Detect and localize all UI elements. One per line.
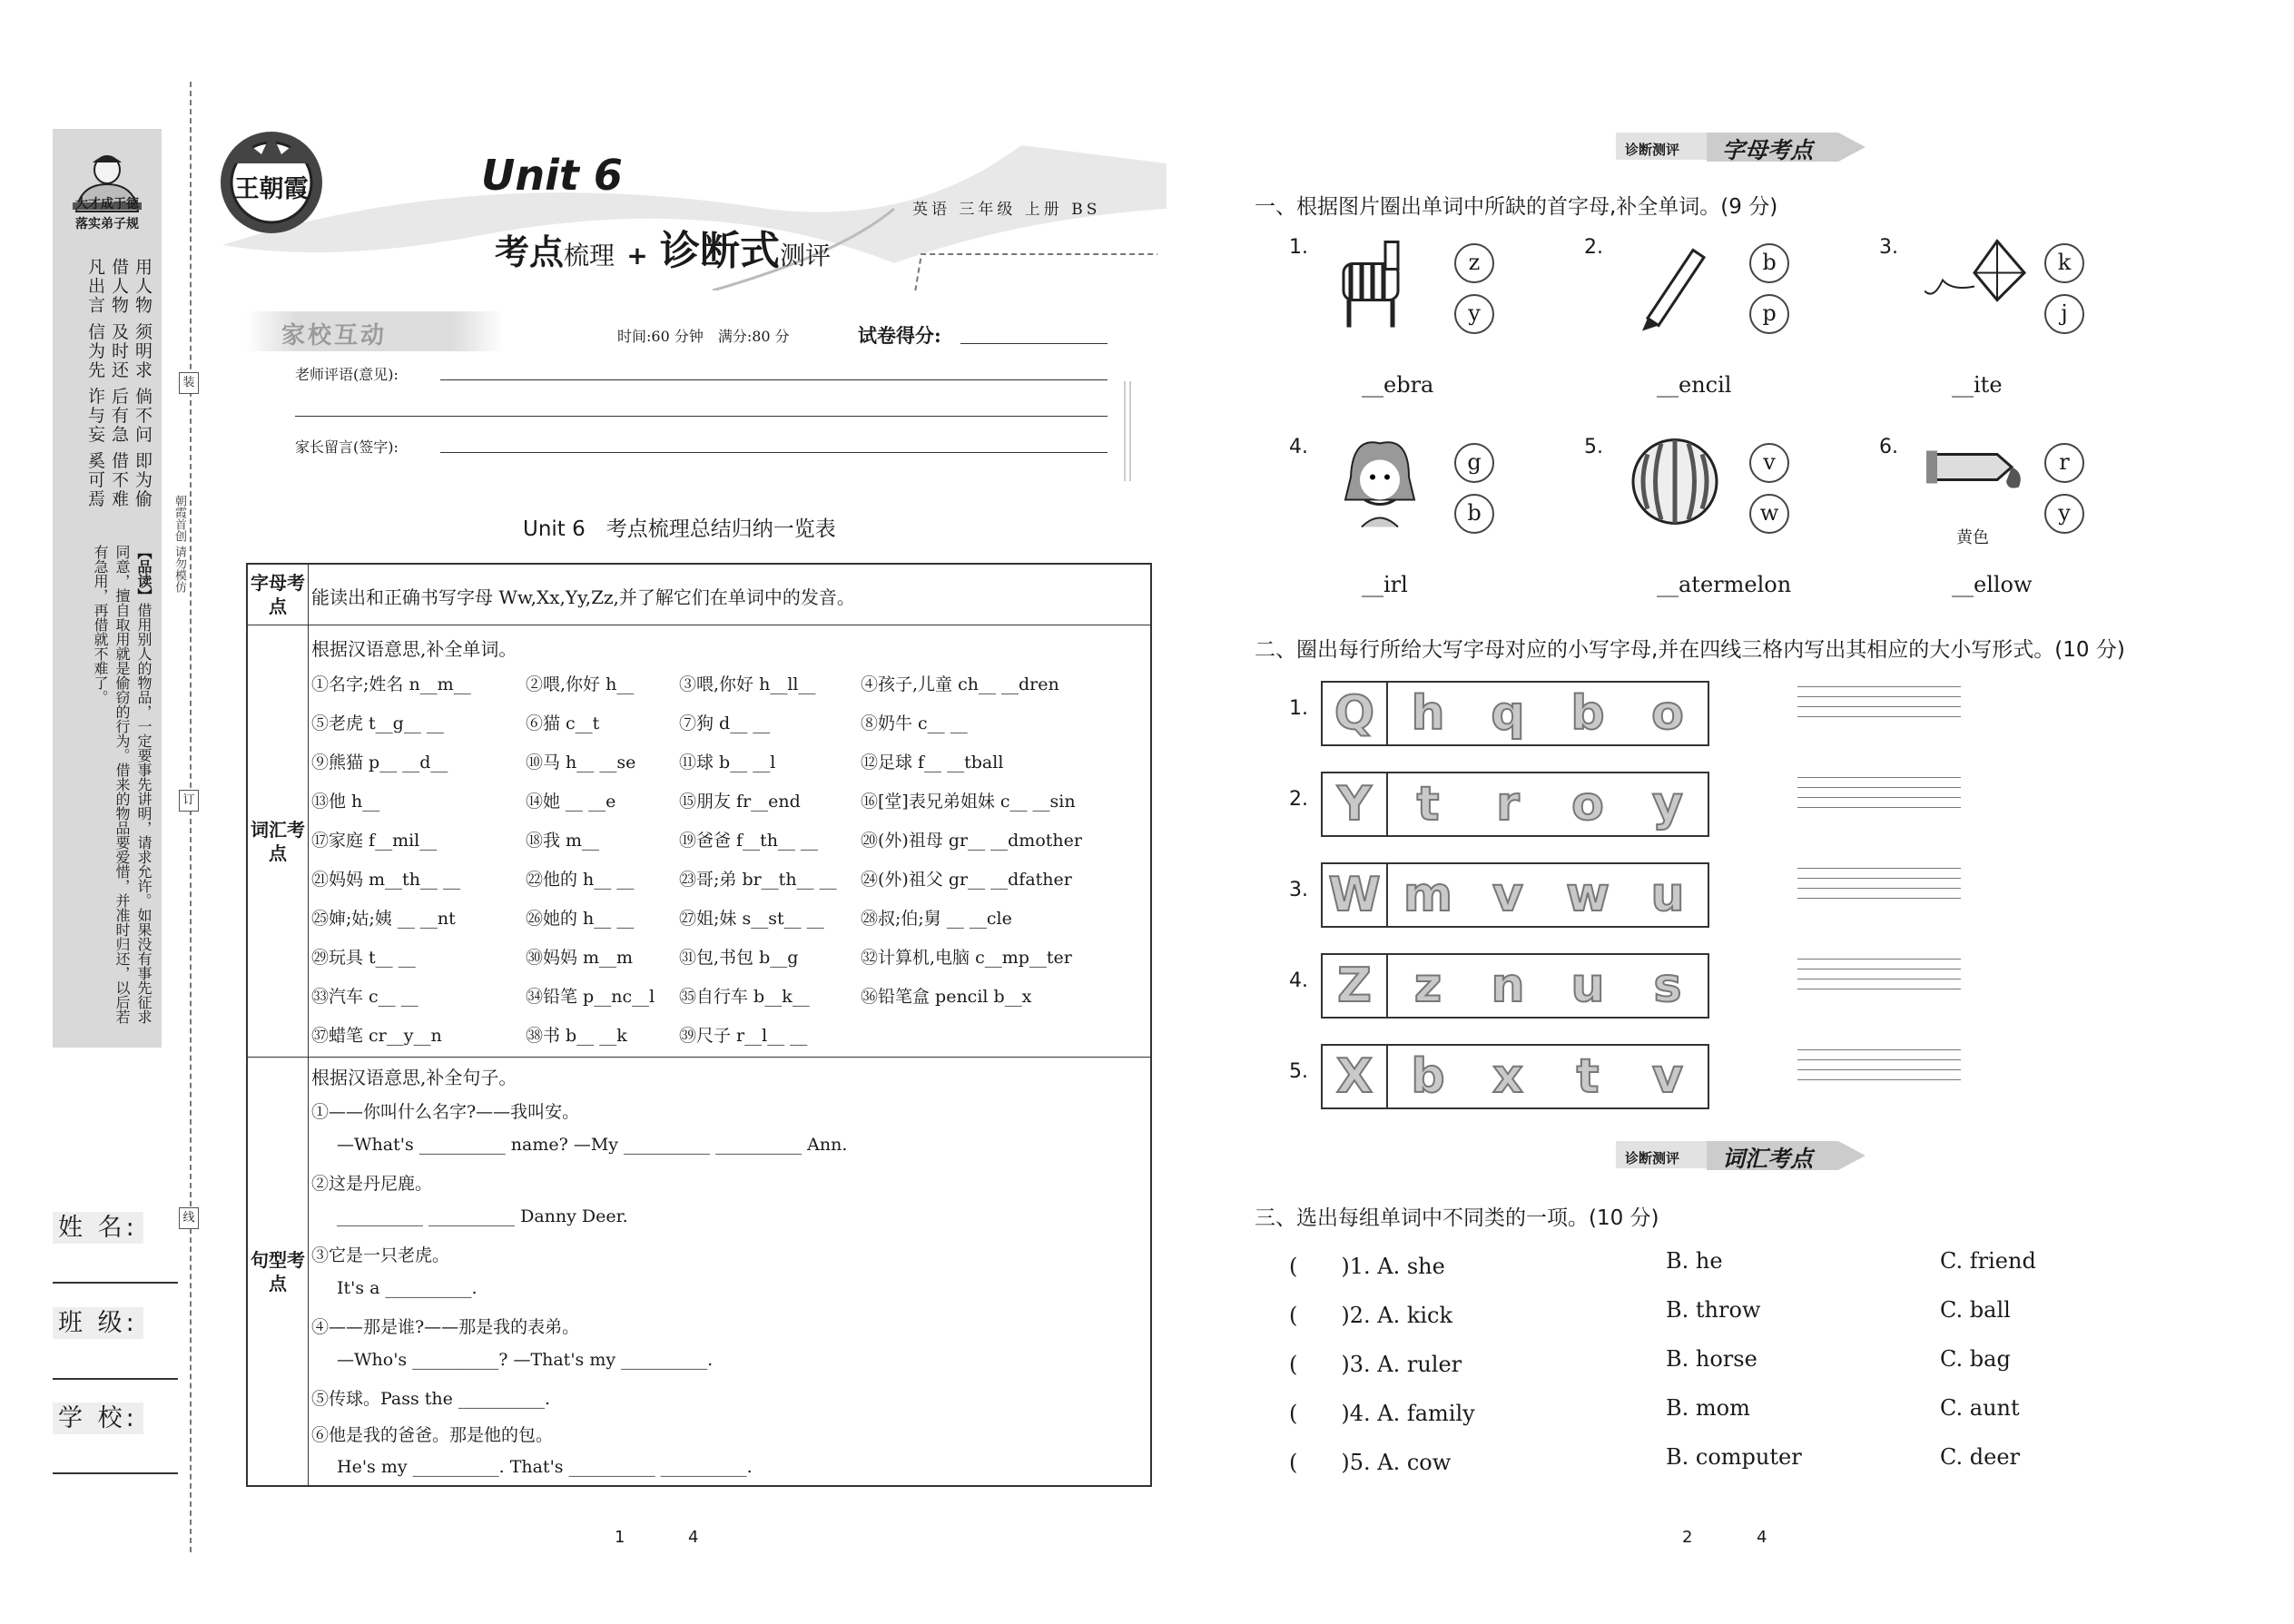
q1-option-bubble[interactable]: w: [1749, 494, 1789, 534]
q1-option-bubble[interactable]: k: [2044, 243, 2084, 283]
q2-letter-option[interactable]: q: [1491, 686, 1525, 741]
q2-letter-option[interactable]: y: [1652, 777, 1683, 832]
q1-item-number: 2.: [1584, 236, 1603, 259]
vocab-item: ⑤老虎 t__g__ __: [311, 714, 444, 733]
q2-row-number: 1.: [1289, 697, 1308, 720]
badge-vocab-label: 词汇考点: [1722, 1146, 1814, 1172]
q2-letter-option[interactable]: t: [1576, 1049, 1600, 1104]
q3-item-option-c: C. ball: [1940, 1297, 2011, 1323]
q3-item-option-b: B. throw: [1666, 1297, 1761, 1323]
name-field[interactable]: [53, 1282, 178, 1284]
score-field[interactable]: [960, 343, 1108, 344]
sentence-line: ①——你叫什么名字?——我叫安。: [311, 1102, 580, 1122]
q1-option-bubble[interactable]: b: [1749, 243, 1789, 283]
binding-mark-2: 订: [179, 790, 199, 812]
sentence-category: 句型考点: [248, 1058, 309, 1486]
vocab-item: ⑥猫 c__t: [526, 714, 600, 733]
badge-small-label: 诊断测评: [1625, 142, 1680, 158]
vocab-item: ⑨熊猫 p__ __d__: [311, 753, 448, 773]
guide-line: [1797, 716, 1961, 717]
q2-letter-option[interactable]: o: [1571, 777, 1604, 832]
sentence-line: ②这是丹尼鹿。: [311, 1174, 433, 1194]
q3-item-question[interactable]: ( )3. A. ruler: [1289, 1352, 1462, 1377]
summary-title: Unit 6 考点梳理总结归纳一览表: [523, 517, 836, 541]
vocab-item: ㉗姐;妹 s__st__ __: [679, 909, 824, 929]
vocab-item: ⑯[堂]表兄弟姐妹 c__ __sin: [861, 792, 1076, 812]
sentence-line: —Who's __________? —That's my __________.: [337, 1349, 714, 1370]
badge-letters-label: 字母考点: [1722, 137, 1814, 163]
vocab-item: ㉜计算机,电脑 c__mp__ter: [861, 948, 1072, 968]
page-number-right: 2: [1682, 1528, 1693, 1547]
q2-letter-row: [1321, 772, 1709, 837]
page-total-left: 4: [688, 1528, 699, 1547]
q3-item-option-b: B. mom: [1666, 1395, 1750, 1421]
vocab-item: ㊳书 b__ __k: [526, 1026, 627, 1046]
header-divider: [1124, 381, 1131, 481]
q2-uppercase-letter: X: [1335, 1049, 1373, 1104]
vocab-item: ⑮朋友 fr__end: [679, 792, 801, 812]
q2-row-number: 2.: [1289, 788, 1308, 811]
q2-letter-option[interactable]: s: [1653, 959, 1682, 1013]
q3-item-option-b: B. horse: [1666, 1346, 1757, 1372]
q2-letter-option[interactable]: v: [1492, 868, 1523, 922]
q1-option-bubble[interactable]: z: [1454, 243, 1494, 283]
vocab-item: ⑱我 m__: [526, 831, 600, 851]
guide-line: [1797, 1049, 1961, 1050]
q3-item-question[interactable]: ( )1. A. she: [1289, 1254, 1445, 1279]
vocab-item: ⑳(外)祖母 gr__ __dmother: [861, 831, 1082, 851]
letters-category: 字母考点: [248, 565, 309, 625]
q1-item-word: __ellow: [1952, 572, 2033, 597]
vocab-item: ⑪球 b__ __l: [679, 753, 776, 773]
vocab-item: ⑩马 h__ __se: [526, 753, 636, 773]
q2-four-line-grid[interactable]: [1797, 686, 1961, 726]
q2-letter-option[interactable]: t: [1416, 777, 1440, 832]
q3-item-option-b: B. computer: [1666, 1444, 1802, 1470]
sentence-line: ④——那是谁?——那是我的表弟。: [311, 1317, 580, 1337]
class-label: 班 级:: [53, 1303, 143, 1338]
q3-item-option-c: C. friend: [1940, 1248, 2036, 1274]
guide-line: [1797, 777, 1961, 778]
q1-item-number: 6.: [1879, 436, 1898, 458]
page-title: 考点梳理 + 诊断式测评: [495, 228, 831, 274]
copyright-note: 朝霞首创 请勿模仿: [172, 495, 186, 594]
binding-mark-3: 线: [179, 1207, 199, 1229]
vocab-item: ㉟自行车 b__k__: [679, 987, 810, 1007]
teacher-comment-field-2[interactable]: [295, 416, 1108, 417]
home-school-title: 家校互动: [281, 322, 388, 349]
exam-time: 时间:60 分钟 满分:80 分: [617, 328, 790, 345]
guide-line: [1797, 1079, 1961, 1080]
class-field[interactable]: [53, 1378, 178, 1380]
parent-message-label: 家长留言(签字):: [295, 438, 399, 456]
q2-letter-option[interactable]: b: [1411, 1049, 1445, 1104]
slogan-line-1: 大才成于德: [75, 197, 139, 212]
vocab-category: 词汇考点: [248, 625, 309, 1057]
q2-letter-option[interactable]: w: [1565, 868, 1610, 922]
q1-item-word: __encil: [1657, 372, 1732, 398]
q1-item-word: __atermelon: [1657, 572, 1792, 597]
sidebar-pindu: [60, 545, 154, 1035]
q2-row-number: 4.: [1289, 969, 1308, 992]
guide-line: [1797, 898, 1961, 899]
sentence-instruction: 根据汉语意思,补全句子。: [311, 1067, 517, 1088]
q1-option-bubble[interactable]: b: [1454, 494, 1494, 534]
guide-line: [1797, 787, 1961, 788]
guide-line: [1797, 959, 1961, 960]
vocab-item: ②喂,你好 h__: [526, 674, 635, 694]
book-meta: 英语 三年级 上册 BS: [912, 201, 1101, 219]
school-label: 学 校:: [53, 1398, 143, 1433]
teacher-comment-label: 老师评语(意见):: [295, 366, 399, 383]
vocab-item: ⑬他 h__: [311, 792, 380, 812]
q2-letter-option[interactable]: x: [1492, 1049, 1523, 1104]
q1-option-bubble[interactable]: v: [1749, 443, 1789, 483]
q2-letter-option[interactable]: u: [1570, 959, 1605, 1013]
vocab-item: ㉙玩具 t__ __: [311, 948, 416, 968]
q1-item-word: __irl: [1362, 572, 1408, 597]
q2-four-line-grid[interactable]: [1797, 959, 1961, 999]
q1-title: 一、根据图片圈出单词中所缺的首字母,补全单词。(9 分): [1255, 195, 1778, 219]
pindu-label: 【品读】: [135, 545, 153, 603]
q2-letter-option[interactable]: m: [1403, 868, 1453, 922]
guide-line: [1797, 797, 1961, 798]
q2-row-number: 5.: [1289, 1060, 1308, 1083]
sentence-line: __________ __________ Danny Deer.: [337, 1206, 628, 1226]
q3-title: 三、选出每组单词中不同类的一项。(10 分): [1255, 1206, 1659, 1230]
vocab-item: ⑧奶牛 c__ __: [861, 714, 968, 733]
q3-item-question[interactable]: ( )4. A. family: [1289, 1401, 1475, 1426]
name-label: 姓 名:: [53, 1207, 143, 1243]
q2-letter-option[interactable]: h: [1411, 686, 1445, 741]
school-field[interactable]: [53, 1472, 178, 1474]
guide-line: [1797, 696, 1961, 697]
badge-small-label-2: 诊断测评: [1625, 1150, 1680, 1166]
vocab-item: ⑫足球 f__ __tball: [861, 753, 1004, 773]
vocab-item: ④孩子,儿童 ch__ __dren: [861, 674, 1059, 694]
vocab-item: ⑦狗 d__ __: [679, 714, 771, 733]
guide-line: [1797, 878, 1961, 879]
q1-picture-caption: 黄色: [1956, 528, 1989, 547]
guide-line: [1797, 1069, 1961, 1070]
vocab-item: ㉞铅笔 p__nc__l: [526, 987, 655, 1007]
q1-option-bubble[interactable]: p: [1749, 294, 1789, 334]
girl-icon: [1334, 434, 1436, 538]
q2-letter-option[interactable]: b: [1570, 686, 1605, 741]
vocab-instruction: 根据汉语意思,补全单词。: [311, 638, 517, 660]
sentence-row: [248, 1058, 1150, 1486]
kite-icon: [1925, 234, 2026, 339]
q1-option-bubble[interactable]: j: [2044, 294, 2084, 334]
pindu-text: 借用别人的物品，一定要事先讲明，请求允许。如果没有事先征求同意，擅自取用就是偷窃的行为。借来的物品要爱惜，并准时归还，以后若有急用，再借就不难了。: [92, 545, 153, 1024]
paint-tube-icon: [1925, 434, 2026, 538]
guide-line: [1797, 807, 1961, 808]
q3-item-option-c: C. deer: [1940, 1444, 2021, 1470]
teacher-comment-field[interactable]: [440, 379, 1108, 380]
vocab-item: ㉕婶;姑;姨 __ __nt: [311, 909, 456, 929]
guide-line: [1797, 1059, 1961, 1060]
vocab-item: ㊴尺子 r__l__ __: [679, 1026, 808, 1046]
vocab-item: ㊱铅笔盒 pencil b__x: [861, 987, 1032, 1007]
q2-letter-option[interactable]: o: [1651, 686, 1684, 741]
letters-content: 能读出和正确书写字母 Ww,Xx,Yy,Zz,并了解它们在单词中的发音。: [311, 586, 855, 608]
vocab-item: ㉝汽车 c__ __: [311, 987, 418, 1007]
vocab-item: ⑭她 __ __e: [526, 792, 616, 812]
q2-uppercase-letter: W: [1328, 868, 1381, 922]
vocab-item: ①名字;姓名 n__m__: [311, 674, 471, 694]
q1-item-word: __ebra: [1362, 372, 1434, 398]
vocab-item: ㊲蜡笔 cr__y__n: [311, 1026, 442, 1046]
vocab-row: [248, 625, 1150, 1058]
score-label: 试卷得分:: [858, 324, 941, 347]
q2-letter-row: [1321, 681, 1709, 746]
q2-row-number: 3.: [1289, 879, 1308, 901]
q2-letter-option[interactable]: n: [1491, 959, 1525, 1013]
q2-letter-option[interactable]: r: [1496, 777, 1520, 832]
q2-letter-row: [1321, 862, 1709, 928]
sidebar-slogan: [56, 194, 158, 234]
q2-letter-row: [1321, 1044, 1709, 1109]
q2-uppercase-letter: Y: [1337, 777, 1372, 832]
binding-mark-1: 装: [179, 372, 199, 394]
q1-item-number: 4.: [1289, 436, 1308, 458]
q2-letter-option[interactable]: v: [1652, 1049, 1683, 1104]
sentence-line: It's a __________.: [337, 1277, 478, 1298]
vocab-item: ㉑妈妈 m__th__ __: [311, 870, 460, 890]
q2-uppercase-letter: Z: [1337, 959, 1372, 1013]
page-number-left: 1: [615, 1528, 625, 1547]
summary-table: [246, 563, 1152, 1487]
q1-option-bubble[interactable]: y: [1454, 294, 1494, 334]
guide-line: [1797, 706, 1961, 707]
q2-four-line-grid[interactable]: [1797, 1049, 1961, 1089]
vocab-item: ㉛包,书包 b__g: [679, 948, 799, 968]
vocab-item: ㉖她的 h__ __: [526, 909, 635, 929]
q1-item-number: 1.: [1289, 236, 1308, 259]
vocab-item: ③喂,你好 h__ll__: [679, 674, 816, 694]
parent-message-field[interactable]: [440, 452, 1108, 453]
q1-option-bubble[interactable]: r: [2044, 443, 2084, 483]
pencil-icon: [1629, 234, 1731, 339]
q2-four-line-grid[interactable]: [1797, 777, 1961, 817]
binding-dash-line: [190, 82, 192, 1552]
q3-item-question[interactable]: ( )5. A. cow: [1289, 1450, 1452, 1475]
q1-option-bubble[interactable]: g: [1454, 443, 1494, 483]
q3-item-option-c: C. aunt: [1940, 1395, 2020, 1421]
q2-letter-option[interactable]: u: [1650, 868, 1685, 922]
zebra-icon: [1334, 234, 1436, 339]
sentence-line: —What's __________ name? —My __________ __________ Ann.: [337, 1134, 848, 1155]
page-total-right: 4: [1757, 1528, 1767, 1547]
q2-four-line-grid[interactable]: [1797, 868, 1961, 908]
vocab-item: ⑰家庭 f__mil__: [311, 831, 438, 851]
vocab-item: ㉔(外)祖父 gr__ __dfather: [861, 870, 1072, 890]
vocab-item: ⑲爸爸 f__th__ __: [679, 831, 818, 851]
q1-item-number: 5.: [1584, 436, 1603, 458]
q3-item-option-b: B. he: [1666, 1248, 1723, 1274]
brand-logo-text: 王朝霞: [234, 175, 309, 203]
q2-letter-row: [1321, 953, 1709, 1019]
q2-uppercase-letter: Q: [1334, 686, 1375, 741]
slogan-line-2: 落实弟子规: [75, 217, 139, 231]
sidebar-advice: 用人物 须明求 倘不问 即为偷 借人物 及时还 后有急 借不难 凡出言 信为先 诈与妄 奚可焉: [85, 258, 153, 509]
q2-letter-option[interactable]: z: [1413, 959, 1442, 1013]
q3-item-question[interactable]: ( )2. A. kick: [1289, 1303, 1453, 1328]
q1-item-number: 3.: [1879, 236, 1898, 259]
guide-line: [1797, 686, 1961, 687]
vocab-item: ㉓哥;弟 br__th__ __: [679, 870, 837, 890]
vocab-item: ㉒他的 h__ __: [526, 870, 635, 890]
watermelon-icon: [1629, 434, 1731, 538]
unit-title: Unit 6: [481, 151, 623, 200]
q1-item-word: __ite: [1952, 372, 2003, 398]
vocab-item: ㉚妈妈 m__m: [526, 948, 634, 968]
q3-item-option-c: C. bag: [1940, 1346, 2011, 1372]
sentence-line: ⑤传球。Pass the __________.: [311, 1389, 550, 1409]
sentence-line: He's my __________. That's __________ __________.: [337, 1457, 753, 1477]
guide-line: [1797, 888, 1961, 889]
sentence-line: ③它是一只老虎。: [311, 1245, 450, 1265]
sentence-line: ⑥他是我的爸爸。那是他的包。: [311, 1424, 554, 1445]
vocab-item: ㉘叔;伯;舅 __ __cle: [861, 909, 1012, 929]
q1-option-bubble[interactable]: y: [2044, 494, 2084, 534]
q2-title: 二、圈出每行所给大写字母对应的小写字母,并在四线三格内写出其相应的大小写形式。(10 分): [1255, 638, 2125, 662]
letters-row: [248, 565, 1150, 625]
guide-line: [1797, 868, 1961, 869]
